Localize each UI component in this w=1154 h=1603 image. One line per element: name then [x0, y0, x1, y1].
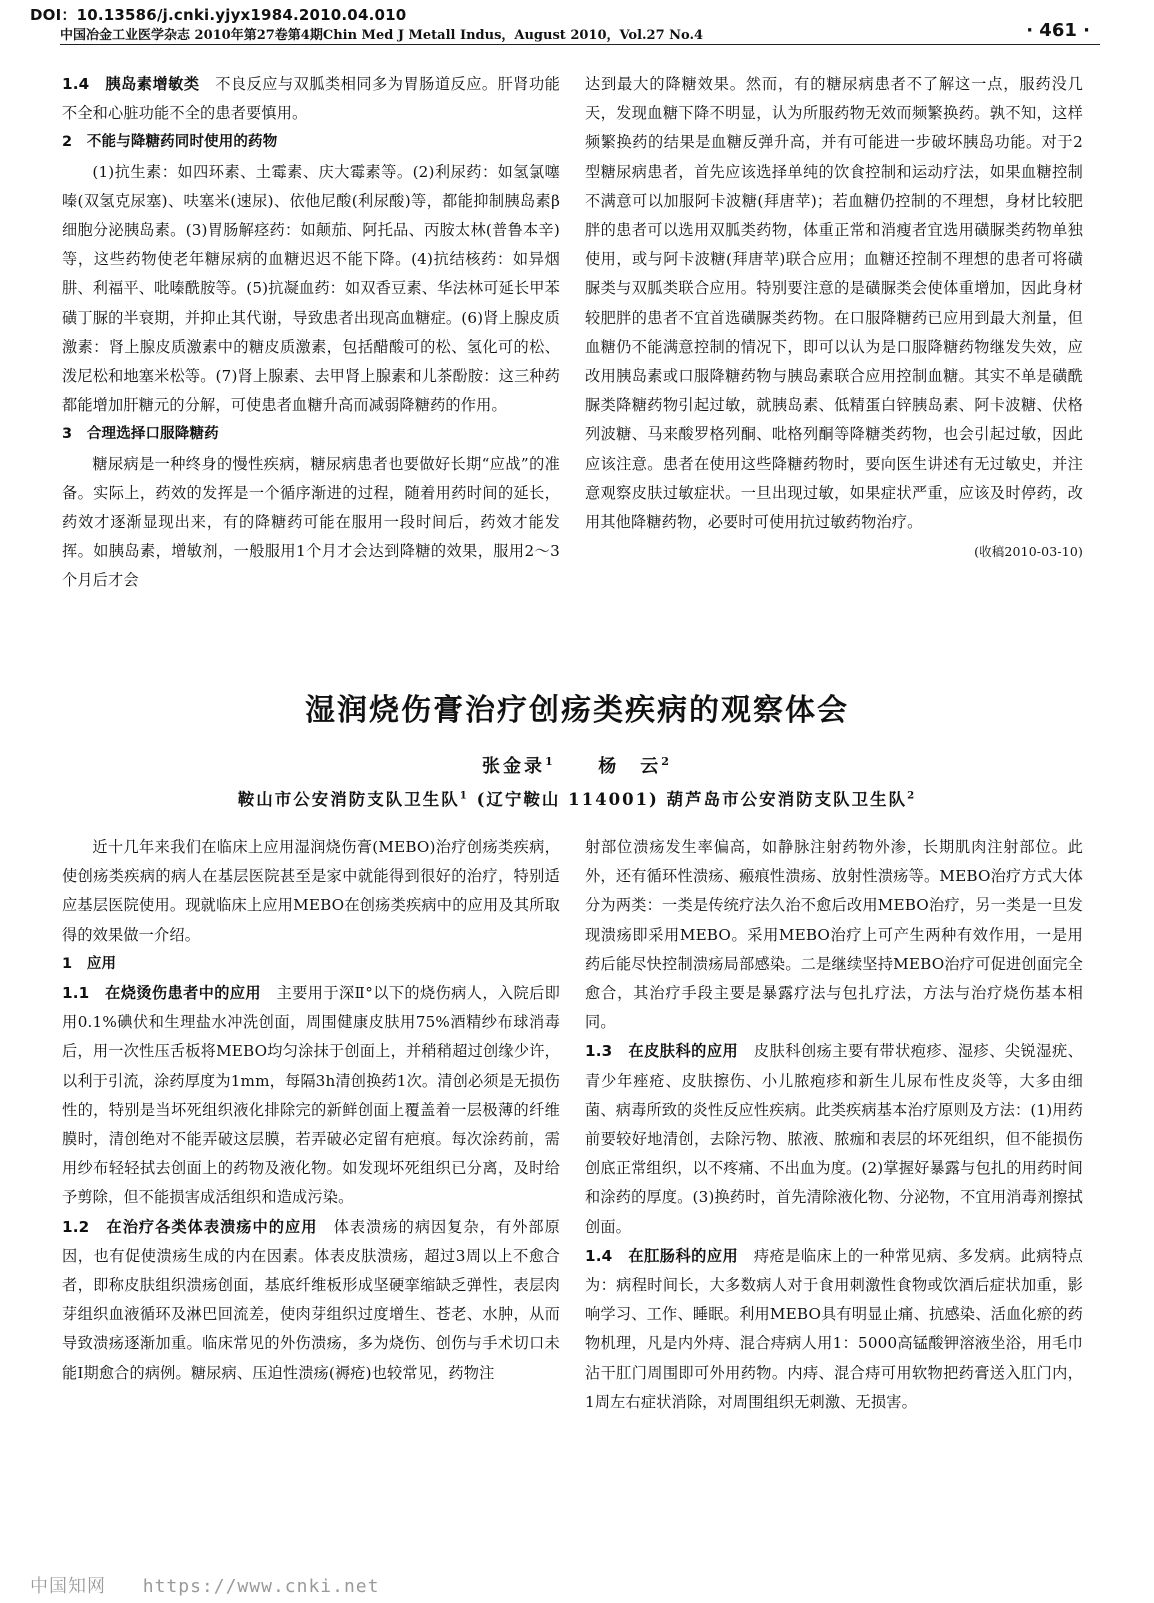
- author-name: 杨 云: [598, 756, 662, 777]
- watermark-site: 中国知网: [30, 1576, 106, 1597]
- subsection-text: 体表溃疡的病因复杂，有外部原因，也有促使溃疡生成的内在因素。体表皮肤溃疡，超过3周以上不愈合者，即称皮肤组织溃疡创面，基底纤维板形成坚硬挛缩缺乏弹性，表层肉芽组织血液循环及淋巴回流差，使肉芽组织过度增生、苍老、水肿，从而导致溃疡逐渐加重。临床常见的外伤溃疡，多为烧伤、创伤与手术切口未能Ⅰ期愈合的病例。糖尿病、压迫性溃疡(褥疮)也较常见，药物注: [62, 1217, 560, 1382]
- body-paragraph: 糖尿病是一种终身的慢性疾病，糖尿病患者也要做好长期“应战”的准备。实际上，药效的发挥是一个循序渐进的过程，随着用药时间的延长，药效才逐渐显现出来，有的降糖药可能在服用一段时间后，药效才能发挥。如胰岛素，增敏剂，一般服用1个月才会达到降糖的效果，服用2～3个月后才会: [62, 454, 560, 590]
- article-affiliations: [0, 786, 1154, 810]
- prev-article-left-column: [62, 70, 560, 596]
- doi: DOI：10.13586/j.cnki.yjyx1984.2010.04.010: [30, 6, 407, 24]
- received-date: (收稿2010-03-10): [974, 544, 1083, 560]
- affiliation-1: 鞍山市公安消防支队卫生队: [237, 790, 460, 809]
- continued-paragraph: 射部位溃疡发生率偏高，如静脉注射药物外渗，长期肌肉注射部位。此外，还有循环性溃疡、瘢痕性溃疡、放射性溃疡等。MEBO治疗方式大体分为两类：一类是传统疗法久治不愈后改用MEBO治疗，另一类是一旦发现溃疡即采用MEBO。采用MEBO治疗上可产生两种有效作用，一是用药后能尽快控制溃疡局部感染。二是继续坚持MEBO治疗可促进创面完全愈合，其治疗手段主要是暴露疗法与包扎疗法，方法与治疗烧伤基本相同。: [585, 838, 1083, 1032]
- subsection-label: 1.4 在肛肠科的应用: [585, 1246, 739, 1265]
- affiliation-2: 葫芦岛市公安消防支队卫生队: [666, 790, 908, 809]
- subsection-label: 1.4 胰岛素增敏类: [62, 75, 200, 93]
- article-title: 湿润烧伤膏治疗创疡类疾病的观察体会: [305, 693, 849, 728]
- article-right-column: [585, 833, 1083, 1417]
- article-left-column: [62, 833, 560, 1388]
- subsection-label: 1.1 在烧烫伤患者中的应用: [62, 984, 262, 1003]
- section-heading: 2 不能与降糖药同时使用的药物: [62, 134, 278, 151]
- subsection-text: 痔疮是临床上的一种常见病、多发病。此病特点为：病程时间长，大多数病人对于食用刺激性食物或饮酒后症状加重，影响学习、工作、睡眠。利用MEBO具有明显止痛、抗感染、活血化瘀的药物机理，凡是内外痔、混合痔病人用1：5000高锰酸钾溶液坐浴，用毛巾沾干肛门周围即可外用药物。内痔、混合痔可用软物把药膏送入肛门内，1周左右症状消除，对周围组织无刺激、无损害。: [585, 1246, 1083, 1411]
- cnki-watermark: [30, 1572, 379, 1598]
- continued-paragraph: 达到最大的降糖效果。然而，有的糖尿病患者不了解这一点，服药没几天，发现血糖下降不明显，认为所服药物无效而频繁换药。孰不知，这样频繁换药的结果是血糖反弹升高，并有可能进一步破坏胰岛功能。对于2型糖尿病患者，首先应该选择单纯的饮食控制和运动疗法，如果血糖控制不满意可以加服阿卡波糖(拜唐苹)；若血糖仍控制的不理想，身材比较肥胖的患者可以选用双胍类药物，体重正常和消瘦者宜选用磺脲类药物单独使用，或与阿卡波糖(拜唐苹)联合应用；血糖还控制不理想的患者可将磺脲类与双胍类联合应用。特别要注意的是磺脲类会使体重增加，因此身材较肥胖的患者不宜首选磺脲类药物。在口服降糖药已应用到最大剂量，但血糖仍不能满意控制的情况下，即可以认为是口服降糖药物继发失效，应改用胰岛素或口服降糖药物与胰岛素联合应用控制血糖。其实不单是磺酰脲类降糖药物引起过敏，就胰岛素、低精蛋白锌胰岛素、阿卡波糖、伏格列波糖、马来酸罗格列酮、吡格列酮等降糖类药物，也会引起过敏，因此应该注意。患者在使用这些降糖药物时，要向医生讲述有无过敏史，并注意观察皮肤过敏症状。一旦出现过敏，如果症状严重，应该及时停药，改用其他降糖药物，必要时可使用抗过敏药物治疗。: [585, 75, 1083, 532]
- subsection-label: 1.2 在治疗各类体表溃疡中的应用: [62, 1217, 318, 1236]
- subsection-text: 皮肤科创疡主要有带状疱疹、湿疹、尖锐湿疣、青少年痤疮、皮肤擦伤、小儿脓疱疹和新生儿尿布性皮炎等，大多由细菌、病毒所致的炎性反应性疾病。此类疾病基本治疗原则及方法：(1)用药前要较好地清创，去除污物、脓液、脓痂和表层的坏死组织，但不能损伤创底正常组织，以不疼痛、不出血为度。(2)掌握好暴露与包扎的用药时间和涂药的厚度。(3)换药时，首先清除液化物、分泌物，不宜用消毒剂擦拭创面。: [585, 1042, 1083, 1236]
- subsection-paragraph: [585, 1242, 1083, 1417]
- section-heading: 1 应用: [62, 955, 117, 972]
- article-authors: [0, 752, 1154, 778]
- affiliation-2-mark: 2: [907, 789, 917, 802]
- subsection-paragraph: [62, 70, 560, 128]
- subsection-text: 主要用于深Ⅱ°以下的烧伤病人，入院后即用0.1%碘伏和生理盐水冲洗创面，周围健康皮肤用75%酒精纱布球消毒后，用一次性压舌板将MEBO均匀涂抹于创面上，并稍稍超过创缘少许，以利于引流，涂药厚度为1mm，每隔3h清创换药1次。清创必须是无损伤性的，特别是当坏死组织液化排除完的新鲜创面上覆盖着一层极薄的纤维膜时，清创绝对不能弄破这层膜，若弄破必定留有疤痕。每次涂药前，需用纱布轻轻拭去创面上的药物及液化物。如发现坏死组织已分离，及时给予剪除，但不能损害成活组织和造成污染。: [62, 984, 560, 1207]
- body-paragraph: 近十几年来我们在临床上应用湿润烧伤膏(MEBO)治疗创疡类疾病，使创疡类疾病的病人在基层医院甚至是家中就能得到很好的治疗，特别适应基层医院使用。现就临床上应用MEBO在创疡类疾病中的应用及其所取得的效果做一介绍。: [62, 838, 560, 944]
- body-paragraph: (1)抗生素：如四环素、土霉素、庆大霉素等。(2)利尿药：如氢氯噻嗪(双氢克尿塞)、呋塞米(速尿)、依他尼酸(利尿酸)等，都能抑制胰岛素β细胞分泌胰岛素。(3)胃肠解痉药：如颠茄、阿托品、丙胺太林(普鲁本辛)等，这些药物使老年糖尿病的血糖迟迟不能下降。(4)抗结核药：如异烟肼、利福平、吡嗪酰胺等。(5)抗凝血药：如双香豆素、华法林可延长甲苯磺丁脲的半衰期，并抑止其代谢，导致患者出现高血糖症。(6)肾上腺皮质激素：肾上腺皮质激素中的糖皮质激素，包括醋酸可的松、氢化可的松、泼尼松和地塞米松等。(7)肾上腺素、去甲肾上腺素和儿茶酚胺：这三种药都能增加肝糖元的分解，可使患者血糖升高而减弱降糖药的作用。: [62, 162, 560, 415]
- subsection-label: 1.3 在皮肤科的应用: [585, 1042, 739, 1061]
- subsection-paragraph: [585, 1037, 1083, 1241]
- affiliation-1-place: (辽宁鞍山 114001): [476, 790, 659, 809]
- author-name: 张金录: [481, 756, 545, 777]
- author-affil-mark: 2: [661, 755, 673, 768]
- page-number: · 461 ·: [1026, 20, 1090, 41]
- running-head: 中国冶金工业医学杂志 2010年第27卷第4期Chin Med J Metall Indus，August 2010，Vol.27 No.4: [60, 28, 704, 43]
- author-affil-mark: 1: [544, 755, 556, 768]
- subsection-text: 不良反应与双胍类相同多为胃肠道反应。肝肾功能不全和心脏功能不全的患者要慎用。: [62, 75, 561, 123]
- header-rule: [60, 44, 1100, 45]
- section-heading: 3 合理选择口服降糖药: [62, 426, 219, 443]
- subsection-paragraph: [62, 979, 560, 1213]
- prev-article-right-column: [585, 70, 1083, 566]
- affiliation-1-mark: 1: [459, 789, 469, 802]
- watermark-url: https://www.cnki.net: [142, 1576, 380, 1597]
- subsection-paragraph: [62, 1213, 560, 1388]
